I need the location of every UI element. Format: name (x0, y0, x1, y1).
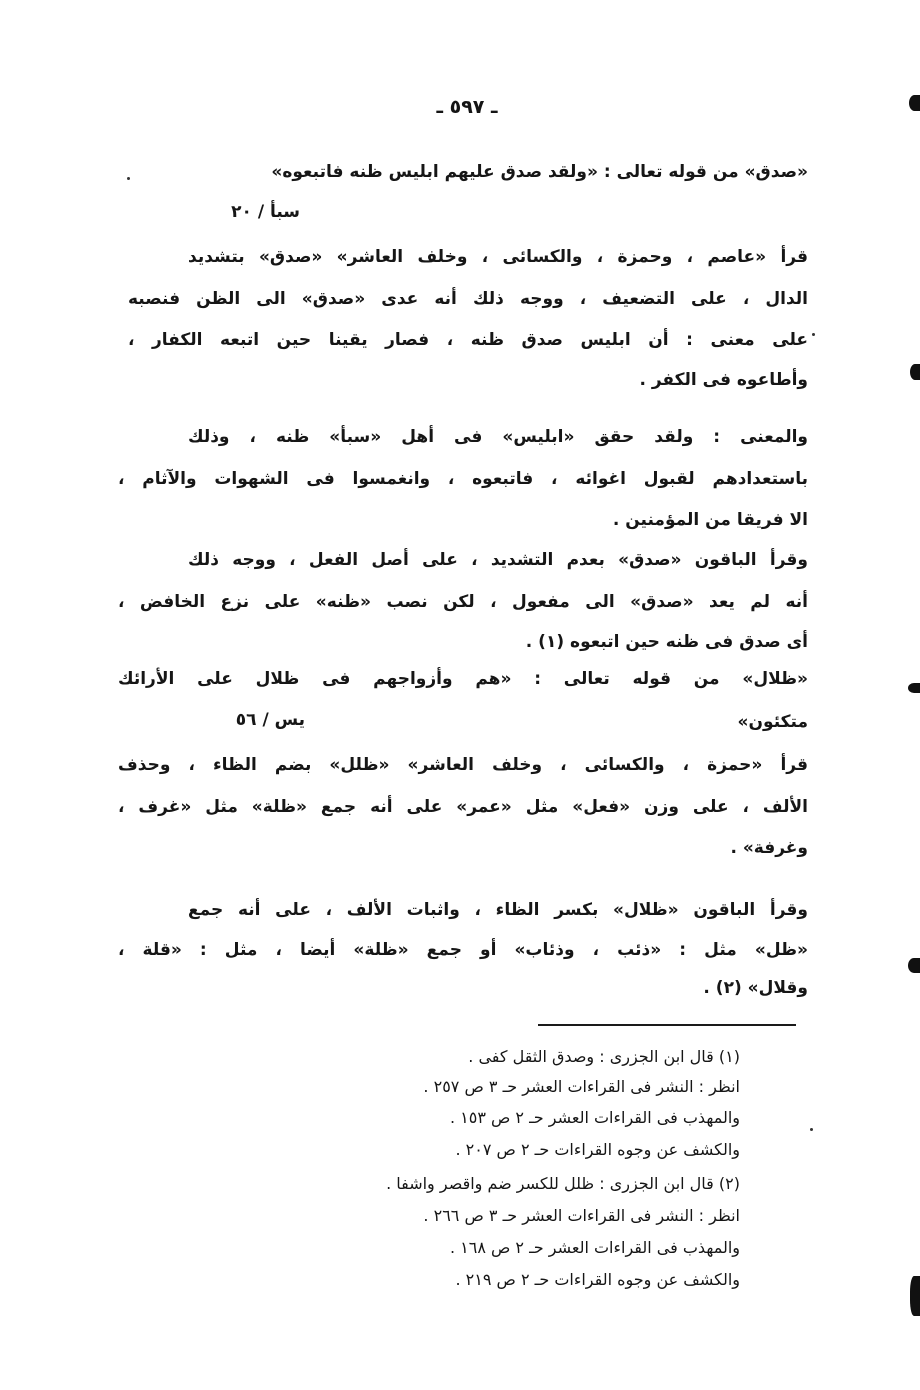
page-number: ـ ٥٩٧ ـ (436, 96, 498, 118)
body-line: وقرأ الباقون «صدق» بعدم التشديد ، على أصل الفعل ، ووجه ذلك (188, 550, 808, 570)
body-line: قرأ «عاصم ، وحمزة ، والكسائى ، وخلف العاشر» «صدق» بتشديد (188, 247, 808, 267)
scan-mark (908, 958, 920, 973)
body-line: وغرفة» . (730, 838, 808, 858)
scan-mark (909, 95, 920, 111)
scan-speck (812, 333, 815, 336)
footnote-line: والمهذب فى القراءات العشر حـ ٢ ص ١٦٨ . (449, 1238, 740, 1257)
footnote-line: (١) قال ابن الجزرى : وصدق الثقل كفى . (468, 1047, 740, 1066)
scan-mark (908, 683, 920, 693)
scan-speck (127, 177, 130, 180)
scan-speck (810, 1128, 813, 1131)
body-line: وأطاعوه فى الكفر . (639, 370, 808, 390)
footnote-line: والكشف عن وجوه القراءات حـ ٢ ص ٢٠٧ . (455, 1140, 740, 1159)
footnote-line: والمهذب فى القراءات العشر حـ ٢ ص ١٥٣ . (449, 1108, 740, 1127)
body-line: أى صدق فى ظنه حين اتبعوه (١) . (525, 632, 808, 652)
body-line: وقلال» (٢) . (703, 978, 808, 998)
body-line: الا فريقا من المؤمنين . (612, 510, 808, 530)
body-line: «صدق» من قوله تعالى : «ولقد صدق عليهم ابليس ظنه فاتبعوه» (271, 162, 808, 182)
body-line: أنه لم يعد «صدق» الى مفعول ، لكن نصب «ظنه» على نزع الخافض ، (118, 592, 808, 612)
footnote-line: انظر : النشر فى القراءات العشر حـ ٣ ص ٢٥٧ . (423, 1077, 740, 1096)
body-line: والمعنى : ولقد حقق «ابليس» فى أهل «سبأ» ظنه ، وذلك (188, 427, 808, 447)
body-line: على معنى : أن ابليس صدق ظنه ، فصار يقينا حين اتبعه الكفار ، (128, 330, 808, 350)
body-line: «ظل» مثل : «ذئب ، وذئاب» أو جمع «ظلة» أيضا ، مثل : «قلة ، (118, 940, 808, 960)
body-line: قرأ «حمزة ، والكسائى ، وخلف العاشر» «ظلل» بضم الظاء ، وحذف (118, 755, 808, 775)
body-line: سبأ / ٢٠ (231, 202, 300, 222)
footnote-line: انظر : النشر فى القراءات العشر حـ ٣ ص ٢٦٦ . (423, 1206, 740, 1225)
body-line: الألف ، على وزن «فعل» مثل «عمر» على أنه جمع «ظلة» مثل «غرف ، (118, 797, 808, 817)
body-line: «ظلال» من قوله تعالى : «هم وأزواجهم فى ظلال على الأرائك (118, 669, 808, 689)
footnote-line: والكشف عن وجوه القراءات حـ ٢ ص ٢١٩ . (455, 1270, 740, 1289)
scan-mark (910, 1276, 920, 1316)
footnote-rule (538, 1024, 796, 1026)
body-line: متكئون» (737, 712, 808, 732)
scan-mark (910, 364, 920, 380)
body-line: وقرأ الباقون «ظلال» بكسر الظاء ، واثبات الألف ، على أنه جمع (188, 900, 808, 920)
footnote-line: (٢) قال ابن الجزرى : ظلل للكسر ضم واقصر واشفا . (386, 1174, 740, 1193)
body-line: الدال ، على التضعيف ، ووجه ذلك أنه عدى «صدق» الى الظن فنصبه (128, 289, 808, 309)
body-line: باستعدادهم لقبول اغوائه ، فاتبعوه ، وانغمسوا فى الشهوات والآثام ، (118, 469, 808, 489)
body-line: يس / ٥٦ (235, 710, 305, 730)
